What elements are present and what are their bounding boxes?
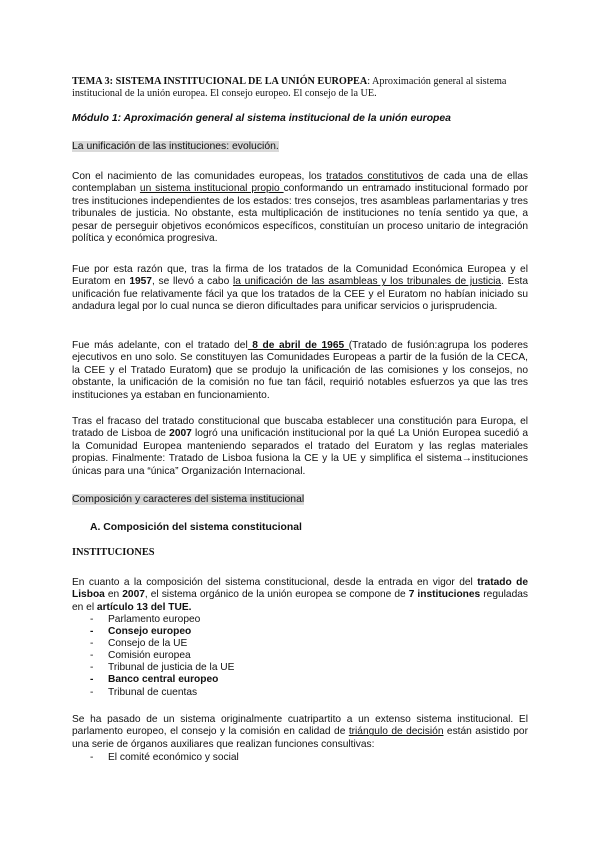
p5-bold-3: 7 instituciones <box>408 589 481 601</box>
paragraph-3 <box>72 340 528 402</box>
module-heading: Módulo 1: Aproximación general al sistema institucional de la unión europea <box>72 113 451 124</box>
list-item: - Consejo de la UE <box>90 638 234 650</box>
title-rest: : Aproximación general al sistema institucional de la unión europea. El consejo europeo. El consejo de la UE. <box>72 76 507 100</box>
p4-text-b: logró una unificación institucional por la qué La Unión Europea sucedió a la Comunidad Europea manteniendo separados el tratado del Euratom y las reglas materiales propias. Finalmente: Tratado de Lisboa fusiona la CE y la UE y simplifica el sistema→instituciones únicas para una “única” Organización Internacional. <box>72 428 528 477</box>
p6-underline-1: triángulo de decisión <box>348 726 444 738</box>
paragraph-6 <box>72 714 528 751</box>
p6-text-a: Se ha pasado de un sistema originalmente cuatripartito a un extenso sistema institucional. El parlamento europeo, el consejo y la comisión en calidad de <box>72 714 528 738</box>
p1-text-c: conformando un entramado institucional formado por tres instituciones independientes de los estados: tres consejos, tres asambleas parlamentarias y tres tribunales de justicia. No obstante, esta multiplicación de instituciones no tenía sentido ya que, a pesar de perseguir objetivos económicos específicos, constituían un proceso unitario de integración política y económica progresiva. <box>72 183 528 245</box>
list-item: - Consejo europeo <box>90 626 234 638</box>
p5-bold-2: 2007 <box>122 589 145 601</box>
paragraph-4 <box>72 416 528 478</box>
p3-text-a: Fue más adelante, con el tratado del <box>72 340 248 351</box>
p3-text-b: (Tratado de fusión:agrupa los poderes ejecutivos en uno solo. Se constituyen las Comunidades Europeas a partir de la fusión de la CECA, la CEE y el Tratado Euratom <box>72 340 528 376</box>
list-item: - El comité económico y social <box>90 752 239 764</box>
p1-underline-1: tratados constitutivos <box>326 171 424 182</box>
section-heading-composition <box>72 494 304 505</box>
section-heading-unification <box>72 141 279 152</box>
p1-text-a: Con el nacimiento de las comunidades europeas, los <box>72 171 327 182</box>
p2-text-a: Fue por esta razón que, tras la firma de los tratados de la Comunidad Económica Europea y el Euratom en <box>72 264 528 288</box>
p3-text-c: que se produjo la unificación de las comisiones y los consejos, no obstante, la unificación de la comisión no fue tan fácil, requirió notables esfuerzos ya que las tres instituciones ya estaban en funcionamiento. <box>72 364 528 401</box>
institutions-list <box>90 614 234 699</box>
p1-text-b: de cada una de ellas contemplaban <box>72 171 528 195</box>
p5-bold-1: tratado de Lisboa <box>72 577 529 601</box>
p5-text-a: En cuanto a la composición del sistema constitucional, desde la entrada en vigor del <box>72 577 478 588</box>
document-title <box>72 76 532 101</box>
p6-text-b: están asistido por una serie de órganos auxiliares que realizan funciones consultivas: <box>72 726 528 750</box>
p4-year: 2007 <box>169 428 192 440</box>
section-heading-unification-text: La unificación de las instituciones: evolución. <box>72 141 279 152</box>
paragraph-1 <box>72 171 528 245</box>
p5-text-b: en <box>104 589 123 601</box>
p5-text-c: , el sistema orgánico de la unión europea se compone de <box>144 589 409 601</box>
list-item: - Comisión europea <box>90 650 234 662</box>
p2-text-b: , se llevó a cabo <box>151 276 233 288</box>
list-item: - Tribunal de justicia de la UE <box>90 662 234 674</box>
auxiliary-bodies-list <box>90 752 239 764</box>
p4-text-a: Tras el fracaso del tratado constitucional que buscaba establecer una constitución para Europa, el tratado de Lisboa de <box>72 416 528 440</box>
subsection-a-heading: A. Composición del sistema constitucional <box>90 522 302 533</box>
p1-underline-2: un sistema institucional propio <box>139 183 284 195</box>
paragraph-5 <box>72 577 528 614</box>
p3-date: 8 de abril de 1965 <box>247 340 349 351</box>
section-heading-composition-text: Composición y caracteres del sistema institucional <box>72 494 305 505</box>
p2-underline-1: la unificación de las asambleas y los tribunales de justicia <box>232 276 502 288</box>
list-item: - Parlamento europeo <box>90 614 234 626</box>
list-item: - Tribunal de cuentas <box>90 687 234 699</box>
p5-text-d: reguladas en el <box>72 589 529 613</box>
p2-year: 1957 <box>129 276 152 288</box>
p5-bold-4: artículo 13 del TUE. <box>96 601 192 613</box>
paragraph-2 <box>72 264 528 314</box>
p3-paren: ) <box>208 364 212 376</box>
p2-text-c: . Esta unificación fue relativamente fácil ya que los tratados de la CEE y el Euratom no habían iniciado su andadura legal por lo cual nunca se dieron dificultades para unificar servicios o jurisprudencia. <box>72 276 528 313</box>
instituciones-heading: INSTITUCIONES <box>72 547 155 558</box>
title-bold: TEMA 3: SISTEMA INSTITUCIONAL DE LA UNIÓN EUROPEA <box>72 76 368 87</box>
list-item: - Banco central europeo <box>90 674 234 686</box>
